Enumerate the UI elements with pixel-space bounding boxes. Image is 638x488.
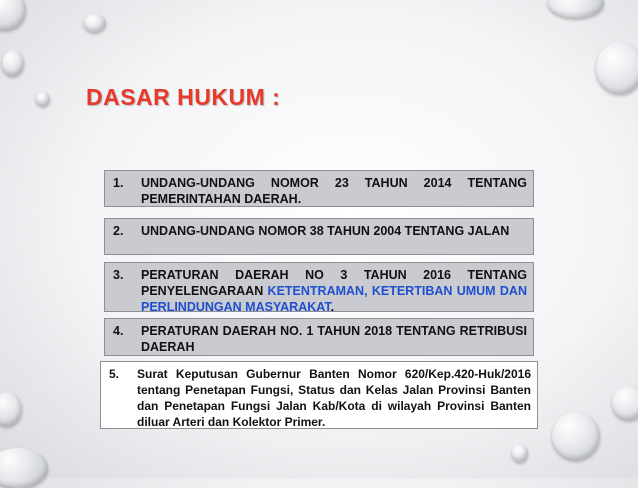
- water-drop-decoration: [612, 386, 638, 420]
- slide-title: DASAR HUKUM :: [86, 84, 281, 110]
- item-number: 2.: [113, 224, 124, 238]
- item-text: UNDANG-UNDANG NOMOR 23 TAHUN 2014 TENTANG PEMERINTAHAN DAERAH.: [141, 176, 527, 206]
- water-drop-decoration: [36, 92, 50, 106]
- water-drop-decoration: [548, 0, 604, 18]
- item-text-highlight: KETENTRAMAN, KETERTIBAN UMUM DAN PERLINDUNGAN MASYARAKAT: [141, 284, 527, 314]
- item-text: Surat Keputusan Gubernur Banten Nomor 620/Kep.420-Huk/2016 tentang Penetapan Fungsi, Status dan Kelas Jalan Provinsi Banten dan Penetapan Fungsi Jalan Kab/Kota di wilayah Provinsi Banten diluar Arteri dan Kolektor Primer.: [137, 367, 531, 429]
- legal-basis-item-2: [104, 218, 534, 255]
- water-drop-decoration: [552, 412, 600, 460]
- item-text-part: PERATURAN DAERAH NO 3 TAHUN 2016 TENTANG PENYELENGARAAN: [141, 268, 527, 298]
- item-text: UNDANG-UNDANG NOMOR 38 TAHUN 2004 TENTANG JALAN: [141, 224, 510, 238]
- legal-basis-item-5: [100, 361, 538, 429]
- item-number: 5.: [109, 367, 120, 381]
- item-text-part: .: [330, 300, 335, 314]
- legal-basis-item-4: [104, 318, 534, 356]
- legal-basis-item-3: [104, 262, 534, 312]
- item-text: [141, 267, 527, 315]
- item-number: 3.: [113, 268, 124, 282]
- water-drop-decoration: [84, 14, 106, 32]
- water-drop-decoration: [0, 0, 26, 30]
- water-drop-decoration: [596, 42, 638, 94]
- item-number: 4.: [113, 324, 124, 338]
- water-drop-decoration: [512, 444, 528, 462]
- item-text: PERATURAN DAERAH NO. 1 TAHUN 2018 TENTANG RETRIBUSI DAERAH: [141, 324, 527, 354]
- legal-basis-item-1: [104, 170, 534, 207]
- item-number: 1.: [113, 176, 124, 190]
- water-drop-decoration: [0, 392, 22, 426]
- water-drop-decoration: [2, 50, 24, 76]
- water-drop-decoration: [0, 448, 48, 488]
